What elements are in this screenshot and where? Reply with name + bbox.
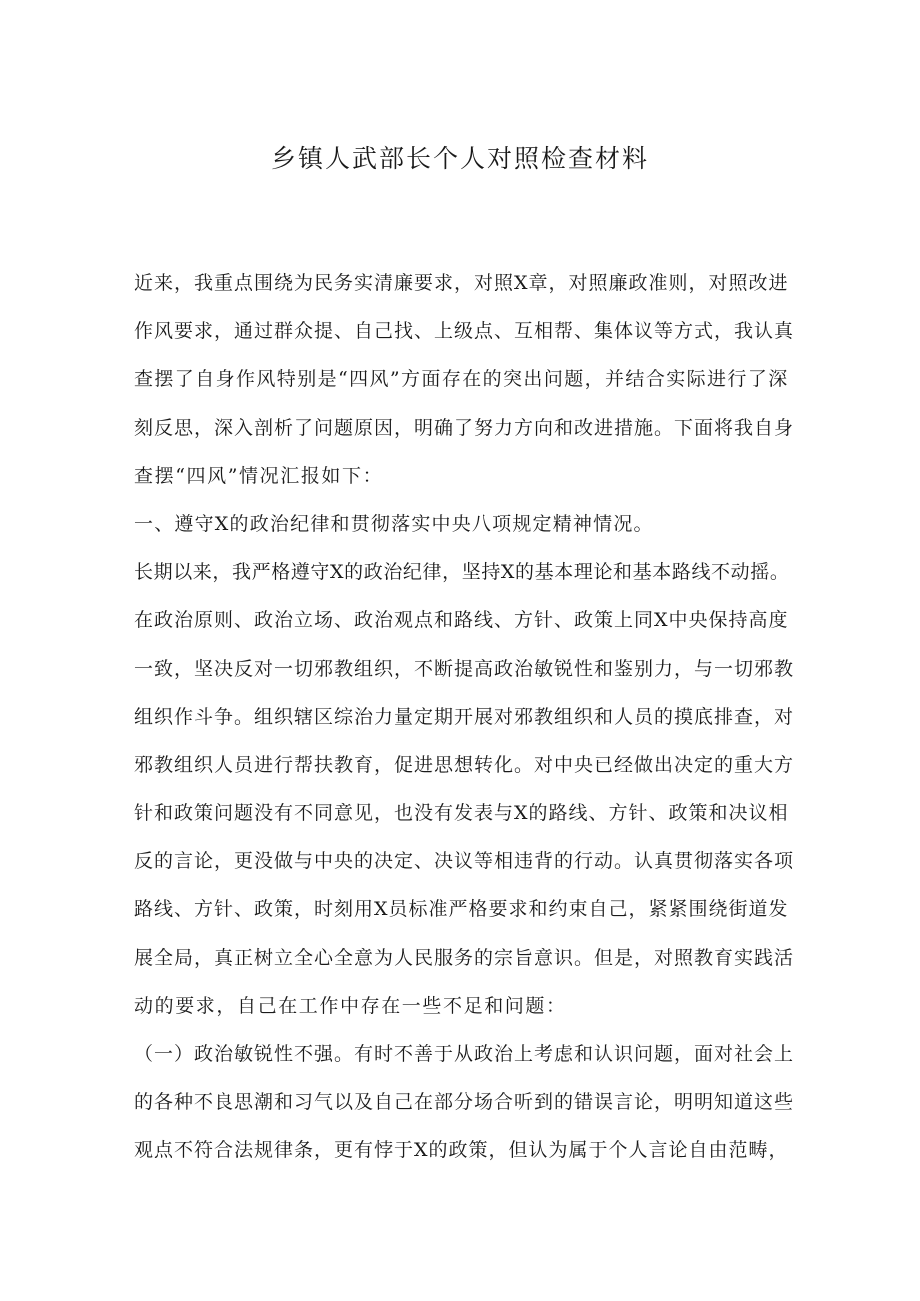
body-line: 在政治原则、政治立场、政治观点和路线、方针、政策上同X中央保持高度	[134, 609, 789, 632]
body-line: 针和政策问题没有不同意见，也没有发表与X的路线、方针、政策和决议相	[134, 802, 789, 825]
body-line: 动的要求，自己在工作中存在一些不足和问题：	[134, 994, 567, 1017]
body-line: 一致，坚决反对一切邪教组织，不断提高政治敏锐性和鉴别力，与一切邪教	[134, 657, 795, 680]
body-line: 路线、方针、政策，时刻用X员标准严格要求和约束自己，紧紧围绕街道发	[134, 898, 789, 921]
body-line: 近来，我重点围绕为民务实清廉要求，对照X章，对照廉政准则，对照改进	[134, 272, 789, 294]
body-line: 组织作斗争。组织辖区综治力量定期开展对邪教组织和人员的摸底排查，对	[134, 705, 795, 728]
body-line: 作风要求，通过群众提、自己找、上级点、互相帮、集体议等方式，我认真	[134, 320, 795, 343]
section-heading: 一、遵守X的政治纪律和贯彻落实中央八项规定精神情况。	[134, 512, 654, 535]
document-body	[134, 264, 794, 1180]
body-line: 的各种不良思潮和习气以及自己在部分场合听到的错误言论，明明知道这些	[134, 1091, 795, 1114]
body-line: 观点不符合法规律条，更有悖于X的政策，但认为属于个人言论自由范畴，	[134, 1139, 789, 1162]
body-line: 查摆了自身作风特别是“四风”方面存在的突出问题，并结合实际进行了深	[134, 368, 789, 391]
body-line: 邪教组织人员进行帮扶教育，促进思想转化。对中央已经做出决定的重大方	[134, 753, 795, 776]
document-title: 乡镇人武部长个人对照检查材料	[270, 144, 649, 173]
body-line: 反的言论，更没做与中央的决定、决议等相违背的行动。认真贯彻落实各项	[134, 850, 795, 873]
subsection-line: （一）政治敏锐性不强。有时不善于从政治上考虑和认识问题，面对社会上	[134, 1043, 795, 1065]
body-line: 展全局，真正树立全心全意为人民服务的宗旨意识。但是，对照教育实践活	[134, 946, 795, 969]
body-line: 查摆“四风”情况汇报如下：	[134, 464, 384, 487]
body-line: 长期以来，我严格遵守X的政治纪律，坚持X的基本理论和基本路线不动摇。	[134, 561, 790, 584]
body-line: 刻反思，深入剖析了问题原因，明确了努力方向和改进措施。下面将我自身	[134, 416, 795, 439]
